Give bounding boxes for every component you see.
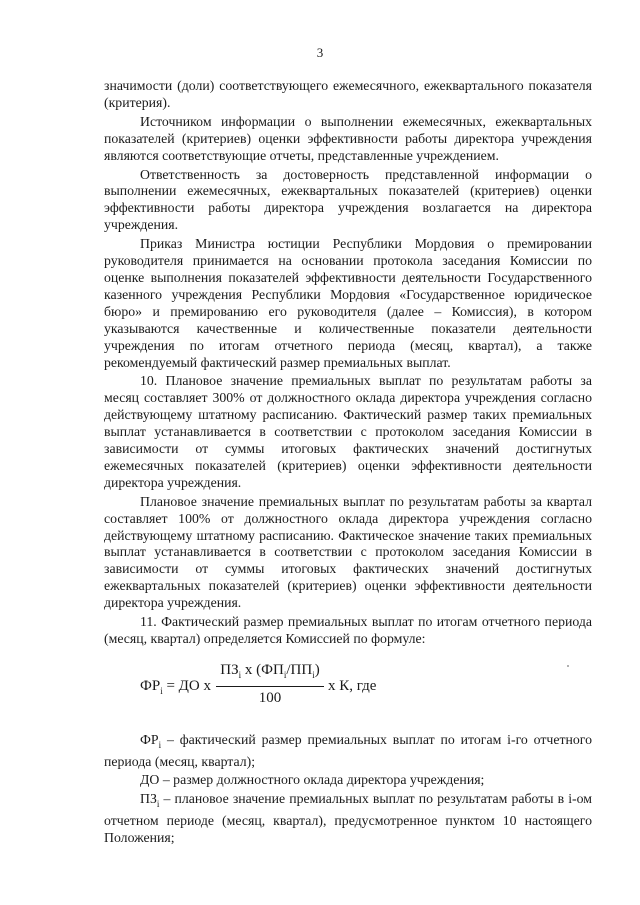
definition-fr: $ФР_i$ – фактический размер премиальных выплат по итогам i-го отчетного периода (месяц, квартал); — [104, 731, 592, 769]
formula-numerator: $ПЗ_i$ x $(ФП_i/ПП_i)$ — [216, 662, 324, 687]
definition-pz: $ПЗ_i$ – плановое значение премиальных выплат по результатам работы в i-ом отчетном периоде (месяц, квартал), предусмотренное пунктом 10 настоящего Положения; — [104, 791, 592, 845]
paragraph-item-11: 11. Фактический размер премиальных выплат по итогам отчетного периода (месяц, квартал) определяется Комиссией по формуле: — [104, 614, 592, 646]
paragraph: Приказ Министра юстиции Республики Мордовия о премировании руководителя принимается на основании протокола заседания Комиссии по оценке выполнения показателей эффективности деятельности Государственного казенного учреждения Республики Мордовия «Государственное юридическое бюро» и премированию его руководителя (далее – Комиссия), в котором указываются качественные и количественные показатели деятельности учреждения по итогам отчетного периода (месяц, квартал), а также рекомендуемый фактический размер премиальных выплат. — [104, 236, 592, 370]
premium-formula — [104, 658, 592, 720]
paragraph: значимости (доли) соответствующего ежемесячного, ежеквартального показателя (критерия). — [104, 78, 592, 110]
formula-lhs: $ФР_i$ = ДО x — [140, 677, 211, 696]
formula-rhs: x К, где — [328, 677, 377, 694]
page-number: 3 — [316, 45, 324, 60]
formula-denominator: 100 — [258, 689, 282, 706]
scan-speck — [567, 665, 569, 667]
formula-fraction — [216, 662, 324, 707]
paragraph-item-10: 10. Плановое значение премиальных выплат по результатам работы за месяц составляет 300% от должностного оклада директора учреждения согласно действующему штатному расписанию. Фактический размер таких премиальных выплат устанавливается в соответствии с протоколом заседания Комиссии в зависимости от суммы итоговых фактических значений достигнутых ежемесячных показателей (критериев) оценки эффективности деятельности директора учреждения. — [104, 373, 592, 490]
document-body — [104, 78, 592, 849]
paragraph: Ответственность за достоверность представленной информации о выполнении ежемесячных, ежеквартальных показателей (критериев) оценки эффективности работы директора учреждения возлагается на директора учреждения. — [104, 166, 592, 233]
paragraph: Плановое значение премиальных выплат по результатам работы за квартал составляет 100% от должностного оклада директора учреждения согласно действующему штатному расписанию. Фактическое значение таких премиальных выплат устанавливается в соответствии с протоколом заседания Комиссии в зависимости от суммы итоговых фактических значений достигнутых ежеквартальных показателей (критериев) оценки эффективности деятельности директора учреждения. — [104, 493, 592, 611]
definition-do: ДО – размер должностного оклада директора учреждения; — [140, 772, 485, 788]
paragraph: Источником информации о выполнении ежемесячных, ежеквартальных показателей (критериев) оценки эффективности работы директора учреждения являются соответствующие отчеты, представленные учреждением. — [104, 113, 592, 163]
